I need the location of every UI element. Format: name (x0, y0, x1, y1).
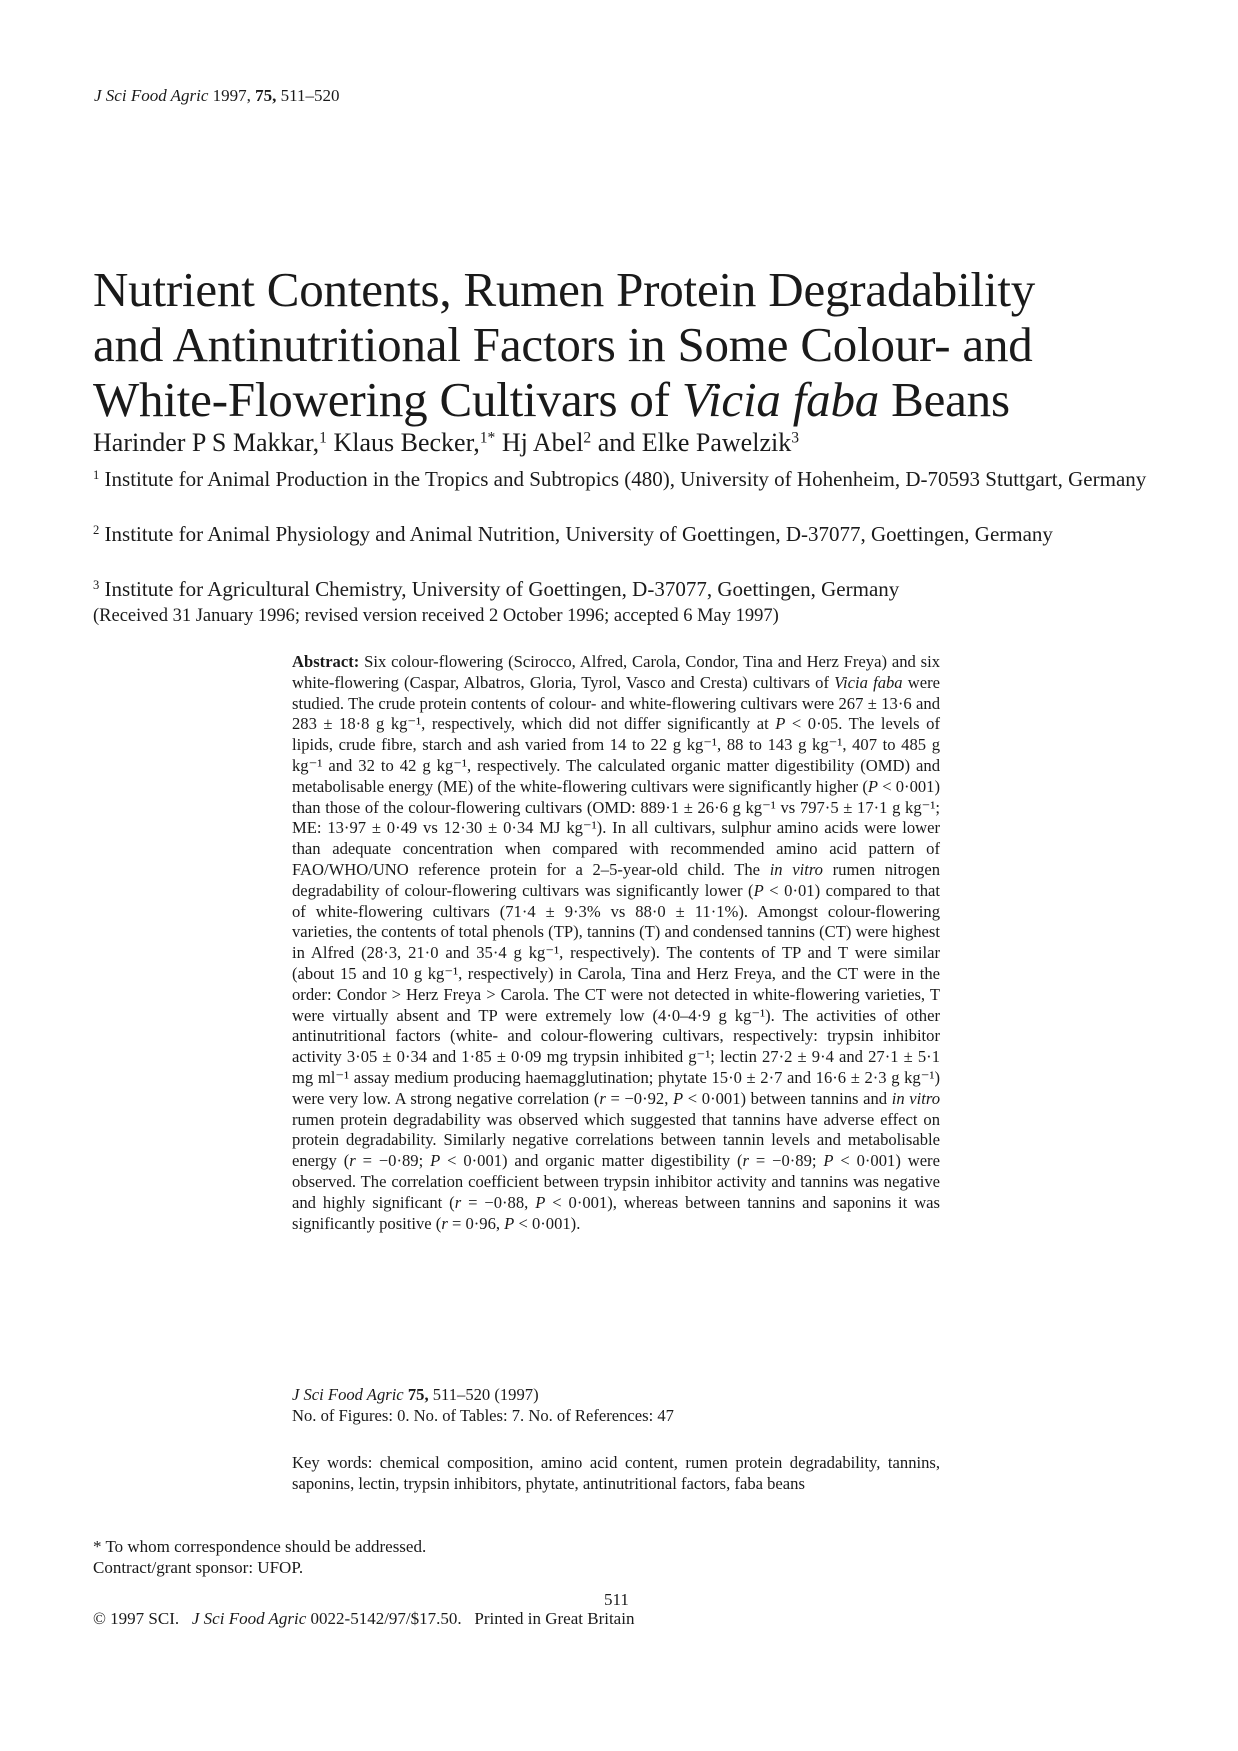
author-list (93, 428, 799, 458)
copyright-line: © 1997 SCI. J Sci Food Agric 0022-5142/97/$17.50. Printed in Great Britain (93, 1609, 635, 1628)
author: Harinder P S Makkar, (93, 428, 320, 457)
author-mark: 1* (479, 429, 496, 447)
running-header (94, 86, 340, 106)
citation-block (292, 1384, 674, 1426)
journal-pages: 511–520 (280, 86, 340, 105)
page-number: 511 (604, 1590, 629, 1609)
affiliation-2: $^2$ Institute for Animal Physiology and Animal Nutrition, University of Goettingen, D-37077, Goettingen, Germany (93, 522, 1053, 546)
author: and Elke Pawelzik (597, 428, 792, 457)
correspondence-note: * To whom correspondence should be addressed. (93, 1537, 427, 1556)
paper-title (93, 262, 1173, 427)
author-mark: 2 (583, 429, 592, 447)
journal-name: J Sci Food Agric (94, 86, 209, 105)
author-mark: 3 (791, 429, 800, 447)
affiliation-1: $^1$ Institute for Animal Production in the Tropics and Subtropics (480), University of Hohenheim, D-70593 Stuttgart, Germany (93, 467, 1147, 491)
abstract: Abstract: Six colour-flowering (Scirocco, Alfred, Carola, Condor, Tina and Herz Freya) and six white-flowering (Caspar, Albatros, Gloria, Tyrol, Vasco and Cresta) cultivars of Vicia faba were studied. The crude protein contents of colour- and white-flowering cultivars were 267 ± 13·6 and 283 ± 18·8 g kg⁻¹, respectively, which did not differ significantly at P < 0·05. The levels of lipids, crude fibre, starch and ash varied from 14 to 22 g kg⁻¹, 88 to 143 g kg⁻¹, 407 to 485 g kg⁻¹ and 32 to 42 g kg⁻¹, respectively. The calculated organic matter digestibility (OMD) and metabolisable energy (ME) of the white-flowering cultivars were significantly higher (P < 0·001) than those of the colour-flowering cultivars (OMD: 889·1 ± 26·6 g kg⁻¹ vs 797·5 ± 17·1 g kg⁻¹; ME: 13·97 ± 0·49 vs 12·30 ± 0·34 MJ kg⁻¹). In all cultivars, sulphur amino acids were lower than adequate concentration when compared with recommended amino acid pattern of FAO/WHO/UNO reference protein for a 2–5-year-old child. The in vitro rumen nitrogen degradability of colour-flowering cultivars was significantly lower (P < 0·01) compared to that of white-flowering cultivars (71·4 ± 9·3% vs 88·0 ± 11·1%). Amongst colour-flowering varieties, the contents of total phenols (TP), tannins (T) and condensed tannins (CT) were highest in Alfred (28·3, 21·0 and 35·4 g kg⁻¹, respectively). The contents of TP and T were similar (about 15 and 10 g kg⁻¹, respectively) in Carola, Tina and Herz Freya, and the CT were in the order: Condor > Herz Freya > Carola. The CT were not detected in white-flowering varieties, T were virtually absent and TP were extremely low (4·0–4·9 g kg⁻¹). The activities of other antinutritional factors (white- and colour-flowering cultivars, respectively: trypsin inhibitor activity 3·05 ± 0·34 and 1·85 ± 0·09 mg trypsin inhibited g⁻¹; lectin 27·2 ± 9·4 and 27·1 ± 5·1 mg ml⁻¹ assay medium producing haemagglutination; phytate 15·0 ± 2·7 and 16·6 ± 2·3 g kg⁻¹) were very low. A strong negative correlation (r = −0·92, P < 0·001) between tannins and in vitro rumen protein degradability was observed which suggested that tannins have adverse effect on protein degradability. Similarly negative correlations between tannin levels and metabolisable energy (r = −0·89; P < 0·001) and organic matter digestibility (r = −0·89; P < 0·001) were observed. The correlation coefficient between trypsin inhibitor activity and tannins was negative and highly significant (r = −0·88, P < 0·001), whereas between tannins and saponins it was significantly positive (r = 0·96, P < 0·001). (292, 652, 941, 1233)
journal-volume: 75, (255, 86, 277, 105)
author: Hj Abel (501, 428, 584, 457)
sponsor-note: Contract/grant sponsor: UFOP. (93, 1558, 304, 1577)
author: Klaus Becker, (333, 428, 480, 457)
author-mark: 1 (319, 429, 327, 447)
title-line-3: White-Flowering Cultivars of Vicia faba Beans (93, 372, 1010, 427)
footnotes (93, 1536, 426, 1578)
journal-year: 1997, (212, 86, 251, 105)
received-dates: (Received 31 January 1996; revised version received 2 October 1996; accepted 6 May 1997) (93, 606, 779, 626)
species-name: Vicia faba (681, 372, 880, 427)
citation-line: J Sci Food Agric 75, 511–520 (1997) (292, 1385, 539, 1404)
citation-counts: No. of Figures: 0. No. of Tables: 7. No. of References: 47 (292, 1406, 674, 1425)
title-line-1: Nutrient Contents, Rumen Protein Degradability (93, 262, 1036, 317)
keywords: Key words: chemical composition, amino acid content, rumen protein degradability, tannins, saponins, lectin, trypsin inhibitors, phytate, antinutritional factors, faba beans (292, 1453, 940, 1493)
affiliation-3: $^3$ Institute for Agricultural Chemistry, University of Goettingen, D-37077, Goettingen, Germany (93, 577, 900, 601)
title-line-2: and Antinutritional Factors in Some Colour- and (93, 317, 1033, 372)
abstract-label: Abstract: (292, 652, 360, 671)
